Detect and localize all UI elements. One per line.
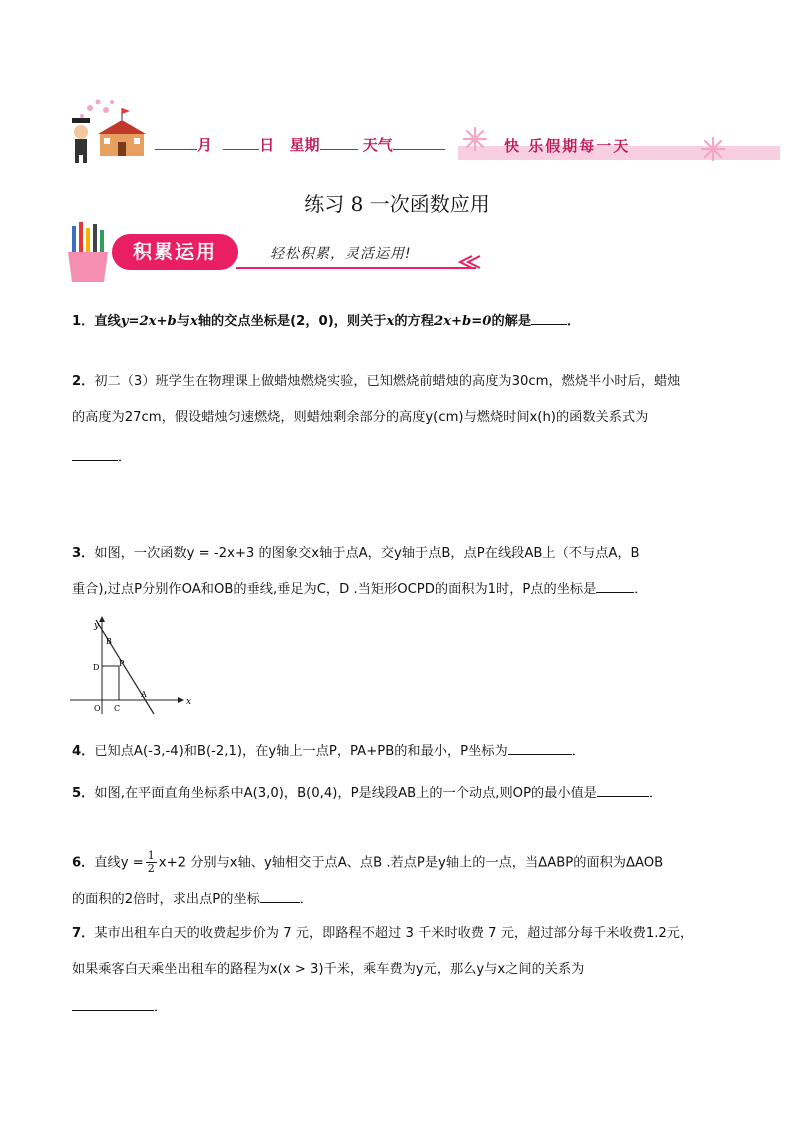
q7-line: 某市出租车白天的收费起步价为 7 元，即路程不超过 3 千米时收费 7 元，超过部分每千米收费1.2元，: [94, 926, 694, 941]
label-c: C: [114, 704, 121, 713]
label-d: D: [93, 663, 100, 672]
question-6: [72, 850, 732, 877]
question-2-line-3: [72, 445, 732, 471]
header-illustration: [68, 96, 198, 166]
q1-math: x: [189, 314, 198, 329]
answer-blank[interactable]: [596, 578, 634, 593]
q4-end: ．: [571, 744, 585, 759]
school-icon: [98, 108, 146, 156]
q6-text: x+2 分别与x轴、y轴相交于点A、点B .若点P是y轴上的一点，当ΔABP的面积为ΔAOB: [158, 855, 664, 871]
question-5: [72, 781, 732, 807]
x-axis-arrow: [178, 697, 184, 703]
q1-math: y=2x+b: [120, 314, 177, 329]
q1-text: 与: [176, 314, 190, 329]
question-3-line-2: [72, 577, 732, 603]
question-4: [72, 739, 732, 765]
question-6-line-2: [72, 887, 732, 913]
question-number: 2．: [72, 374, 95, 389]
q1-text: 的方程: [394, 314, 434, 329]
graduate-icon: [72, 118, 90, 163]
question-2: [72, 369, 732, 395]
q4-text: 已知点A(-3,-4)和B(-2,1)，在y轴上一点P，PA+PB的和最小，P坐标为: [94, 744, 508, 759]
fraction-denominator: 2: [147, 862, 155, 875]
q5-text: 如图,在平面直角坐标系中A(3,0)，B(0,4)，P是线段AB上的一个动点,则OP的最小值是: [94, 786, 597, 801]
answer-blank[interactable]: [531, 310, 567, 325]
answer-blank[interactable]: [597, 782, 649, 797]
question-7: [72, 921, 732, 947]
answer-blank[interactable]: [72, 996, 154, 1011]
q7-line: 如果乘客白天乘坐出租车的路程为x(x > 3)千米，乘车费为y元，那么y与x之间的关系为: [72, 962, 585, 977]
q3-line: 如图，一次函数y = -2x+3 的图象交x轴于点A，交y轴于点B，点P在线段AB上（不与点A，B: [94, 546, 640, 561]
q1-math: 2x+b=0: [433, 314, 492, 329]
label-a: A: [141, 690, 147, 699]
question-7-line-3: [72, 995, 732, 1021]
q6-line: 的面积的2倍时，求出点P的坐标: [72, 892, 260, 907]
page-title: 练习 8 一次函数应用: [304, 192, 490, 216]
answer-blank[interactable]: [260, 888, 300, 903]
q3-line: 重合),过点P分别作OA和OB的垂线,垂足为C，D .当矩形OCPD的面积为1时，P点的坐标是: [72, 582, 597, 597]
day-label: 日: [259, 136, 275, 154]
q1-text: 的解是: [491, 314, 532, 329]
snowflake-icon: [462, 126, 488, 152]
answer-blank[interactable]: [72, 446, 118, 461]
q1-math: x: [386, 314, 395, 329]
q1-text: 直线: [94, 314, 121, 329]
label-x: x: [186, 697, 192, 707]
snowflake-icon: [700, 136, 726, 162]
question-number: 7．: [72, 926, 95, 941]
banner-slogan: 轻松积累，灵活运用!: [270, 246, 412, 262]
weather-label: 天气: [362, 136, 393, 154]
weekday-label: 星期: [289, 136, 320, 154]
label-o: O: [94, 704, 101, 713]
q6-end: ．: [299, 892, 313, 907]
q5-end: ．: [648, 786, 663, 801]
question-number: 5．: [72, 786, 95, 801]
q1-end: ．: [567, 314, 581, 329]
question-number: 3．: [72, 546, 95, 561]
q1-text: 轴的交点坐标是(2，0)，则关于: [197, 314, 387, 329]
q2-line: 初二（3）班学生在物理课上做蜡烛燃烧实验，已知燃烧前蜡烛的高度为30cm，燃烧半小时后，蜡烛: [94, 374, 681, 389]
banner-label: 积累运用: [132, 241, 217, 263]
label-b: B: [106, 637, 112, 646]
q2-line: 的高度为27cm，假设蜡烛匀速燃烧，则蜡烛剩余部分的高度y(cm)与燃烧时间x(h)的函数关系式为: [72, 410, 649, 425]
question-number: 1．: [72, 314, 95, 329]
happy-holiday-text: 快 乐假期每一天: [504, 137, 631, 155]
date-line: [155, 134, 445, 155]
coordinate-figure: [68, 614, 192, 718]
question-3: [72, 541, 732, 567]
question-number: 4．: [72, 744, 95, 759]
question-1: [72, 309, 732, 335]
answer-blank[interactable]: [508, 740, 572, 755]
question-2-line-2: [72, 405, 732, 431]
flower-dots-icon: [80, 100, 114, 119]
y-axis-arrow: [99, 616, 105, 622]
label-p: P: [119, 659, 125, 668]
question-7-line-2: [72, 957, 732, 983]
pencil-cup-icon: [66, 222, 110, 284]
label-y: y: [94, 621, 100, 631]
fraction-numerator: 1: [147, 849, 155, 862]
month-label: 月: [197, 136, 213, 154]
q6-text: 直线y =: [94, 855, 144, 871]
q3-end: ．: [634, 582, 648, 597]
q7-end: ．: [154, 1000, 168, 1015]
question-number: 6．: [72, 855, 95, 871]
rectangle-ocpd: [102, 666, 119, 700]
fraction: [146, 850, 157, 875]
q2-end: ．: [118, 450, 132, 465]
